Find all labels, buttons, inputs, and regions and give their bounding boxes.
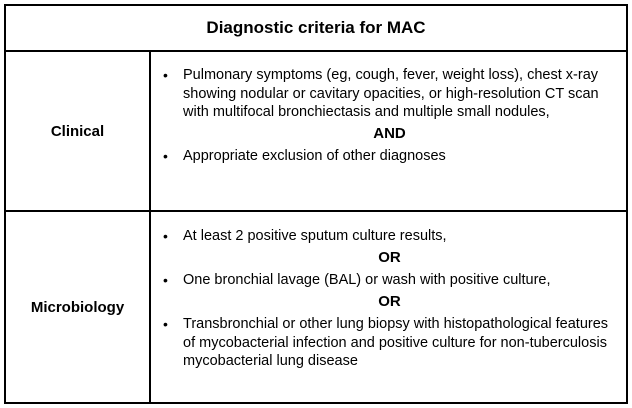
- criterion-text: One bronchial lavage (BAL) or wash with positive culture,: [183, 272, 551, 288]
- list-item: [163, 271, 616, 290]
- bullet-icon: •: [163, 272, 168, 288]
- table-title: Diagnostic criteria for MAC: [6, 6, 626, 52]
- diagnostic-criteria-table: [4, 4, 628, 404]
- connector-and: AND: [373, 124, 406, 142]
- list-item: [163, 315, 616, 371]
- criterion-text: At least 2 positive sputum culture results,: [183, 228, 447, 244]
- list-item: [163, 66, 616, 122]
- bullet-icon: •: [163, 228, 168, 244]
- list-item: [163, 147, 616, 166]
- microbiology-row: [6, 212, 626, 402]
- criterion-text: Transbronchial or other lung biopsy with histopathological features of mycobacterial infection and positive culture for non-tuberculosis mycobacterial lung disease: [183, 316, 609, 369]
- bullet-icon: •: [163, 316, 168, 332]
- clinical-row: [6, 52, 626, 212]
- clinical-label: Clinical: [6, 52, 151, 210]
- list-item: [163, 227, 616, 246]
- bullet-icon: •: [163, 148, 168, 164]
- connector-or: OR: [378, 292, 401, 310]
- bullet-icon: •: [163, 67, 168, 83]
- criterion-text: Pulmonary symptoms (eg, cough, fever, weight loss), chest x-ray showing nodular or cavitary opacities, or high-resolution CT scan with multifocal bronchiectasis and multiple small nodules,: [183, 67, 599, 120]
- microbiology-criteria: [151, 212, 626, 402]
- microbiology-label: Microbiology: [6, 212, 151, 402]
- clinical-criteria: [151, 52, 626, 210]
- criterion-text: Appropriate exclusion of other diagnoses: [183, 148, 446, 164]
- connector-or: OR: [378, 248, 401, 266]
